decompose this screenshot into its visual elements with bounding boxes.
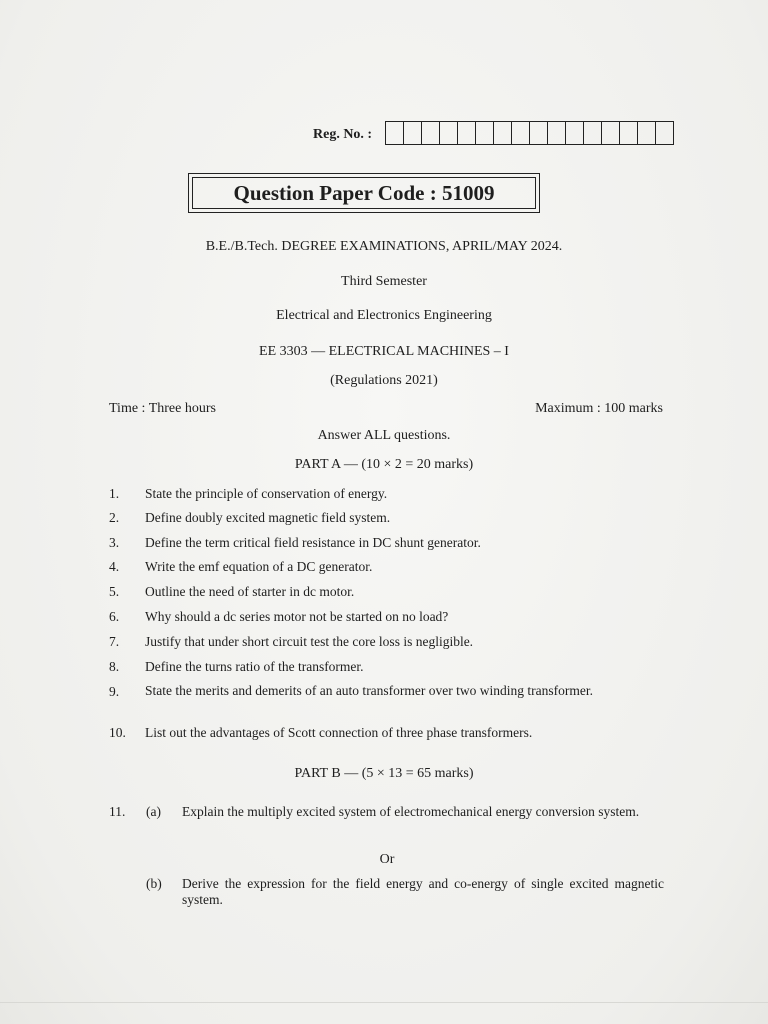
reg-no-digit-box[interactable] bbox=[476, 122, 494, 144]
reg-no-digit-box[interactable] bbox=[584, 122, 602, 144]
maximum-marks: Maximum : 100 marks bbox=[535, 401, 663, 416]
question-paper-code: Question Paper Code : 51009 bbox=[192, 177, 536, 209]
reg-no-digit-box[interactable] bbox=[404, 122, 422, 144]
reg-no-digit-box[interactable] bbox=[458, 122, 476, 144]
department: Electrical and Electronics Engineering bbox=[276, 308, 492, 323]
question-text: Justify that under short circuit test the core loss is negligible. bbox=[145, 634, 474, 649]
time-allowed: Time : Three hours bbox=[109, 401, 216, 416]
reg-no-label: Reg. No. : bbox=[313, 127, 373, 142]
or-separator: Or bbox=[379, 852, 395, 867]
question-number: 8. bbox=[109, 659, 120, 674]
regulations: (Regulations 2021) bbox=[330, 373, 438, 388]
question-number: 4. bbox=[109, 559, 120, 574]
question-number: 7. bbox=[109, 634, 120, 649]
reg-no-digit-box[interactable] bbox=[512, 122, 530, 144]
part-b-heading: PART B — (5 × 13 = 65 marks) bbox=[294, 766, 474, 781]
question-text: Define doubly excited magnetic field system. bbox=[145, 510, 391, 525]
question-text: Why should a dc series motor not be started on no load? bbox=[145, 609, 449, 624]
reg-no-digit-box[interactable] bbox=[602, 122, 620, 144]
question-number: 3. bbox=[109, 535, 120, 550]
semester: Third Semester bbox=[341, 274, 427, 289]
question-number: 5. bbox=[109, 584, 120, 599]
reg-no-digit-box[interactable] bbox=[530, 122, 548, 144]
sub-question-label: (b) bbox=[146, 876, 162, 891]
question-text: State the merits and demerits of an auto transformer over two winding transformer. bbox=[145, 683, 593, 698]
reg-no-digit-box[interactable] bbox=[566, 122, 584, 144]
question-number: 11. bbox=[109, 804, 126, 819]
part-a-heading: PART A — (10 × 2 = 20 marks) bbox=[294, 457, 474, 472]
question-number: 6. bbox=[109, 609, 120, 624]
exam-title: B.E./B.Tech. DEGREE EXAMINATIONS, APRIL/MAY 2024. bbox=[205, 239, 563, 254]
question-text: State the principle of conservation of energy. bbox=[145, 486, 388, 501]
instruction: Answer ALL questions. bbox=[317, 428, 451, 443]
reg-no-digit-box[interactable] bbox=[638, 122, 656, 144]
sub-question-label: (a) bbox=[146, 804, 161, 819]
question-number: 9. bbox=[109, 684, 120, 699]
reg-no-digit-box[interactable] bbox=[548, 122, 566, 144]
question-text: Outline the need of starter in dc motor. bbox=[145, 584, 355, 599]
question-text: Define the turns ratio of the transformer. bbox=[145, 659, 364, 674]
reg-no-digit-box[interactable] bbox=[422, 122, 440, 144]
reg-no-digit-box[interactable] bbox=[494, 122, 512, 144]
reg-no-digit-box[interactable] bbox=[440, 122, 458, 144]
reg-no-boxes[interactable] bbox=[385, 121, 674, 145]
page-bottom-edge bbox=[0, 1002, 768, 1003]
question-text: Define the term critical field resistance in DC shunt generator. bbox=[145, 535, 481, 550]
question-text: Write the emf equation of a DC generator. bbox=[145, 559, 373, 574]
question-11b-text: Derive the expression for the field energy and co-energy of single excited magnetic system. bbox=[182, 876, 664, 907]
reg-no-digit-box[interactable] bbox=[656, 122, 673, 144]
course-title: EE 3303 — ELECTRICAL MACHINES – I bbox=[259, 344, 509, 359]
question-text: List out the advantages of Scott connection of three phase transformers. bbox=[145, 725, 533, 740]
question-number: 2. bbox=[109, 510, 120, 525]
question-11a-text: Explain the multiply excited system of electromechanical energy conversion system. bbox=[182, 804, 640, 819]
reg-no-digit-box[interactable] bbox=[386, 122, 404, 144]
reg-no-digit-box[interactable] bbox=[620, 122, 638, 144]
question-number: 1. bbox=[109, 486, 120, 501]
question-number: 10. bbox=[109, 725, 126, 740]
